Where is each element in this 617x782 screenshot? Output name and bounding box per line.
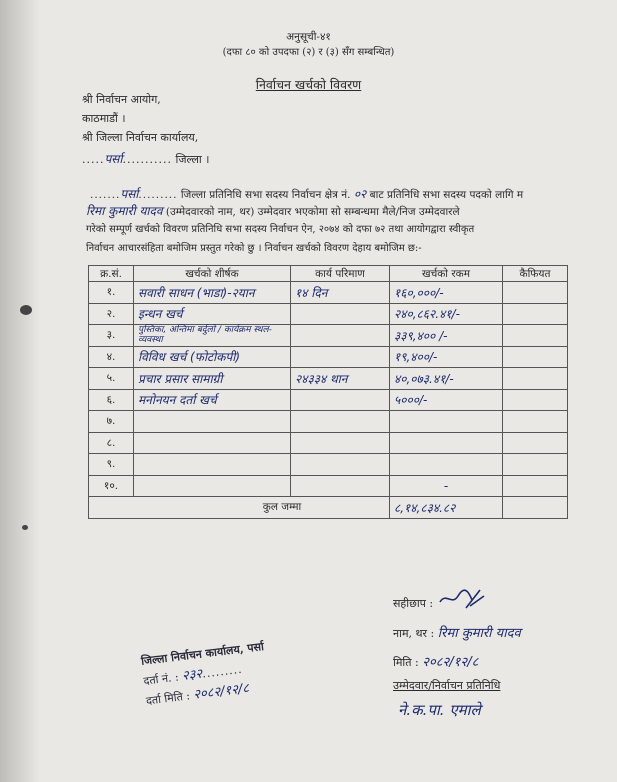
row-serial: ३.: [89, 325, 134, 347]
table-row: [89, 389, 568, 411]
row-serial: ९.: [89, 454, 134, 476]
row-amount: [390, 432, 503, 454]
date-label: मिति :: [393, 656, 419, 669]
punch-hole: [20, 305, 32, 315]
row-title: [134, 432, 291, 454]
row-amount: [390, 411, 503, 433]
row-remark: [503, 411, 568, 433]
row-amount: -: [390, 475, 503, 497]
signature-scribble: [436, 586, 486, 612]
table-header-row: [89, 266, 568, 282]
document-title: निर्वाचन खर्चको विवरण: [255, 77, 362, 92]
row-quantity: १४ दिन: [291, 282, 390, 304]
punch-mark: [22, 525, 28, 530]
row-serial: ४.: [89, 346, 134, 368]
row-serial: ६.: [89, 389, 134, 411]
row-remark: [503, 368, 568, 390]
row-quantity: [291, 325, 390, 347]
row-title: [134, 475, 291, 497]
total-remark: [503, 497, 568, 519]
row-amount: २४०,८६२.४१/-: [390, 303, 503, 325]
total-row: [89, 497, 568, 519]
header-amount: खर्चको रकम: [390, 266, 503, 282]
table-row: [89, 325, 568, 347]
row-amount: ४०,०७३.४१/-: [390, 368, 503, 390]
date-line: [393, 652, 478, 670]
row-title: सवारी साधन (भाडा)-२यान: [134, 282, 291, 304]
row-title: [134, 454, 291, 476]
table-row: [89, 303, 568, 325]
name-handwritten: रिमा कुमारी यादव: [437, 626, 521, 641]
header-remarks: कैफियत: [503, 266, 568, 282]
row-serial: १.: [89, 282, 134, 304]
name-line: [393, 623, 521, 641]
signature-label: सहीछाप :: [393, 597, 434, 610]
address-line-1: श्री निर्वाचन आयोग,: [82, 93, 161, 106]
body-line-2: [86, 202, 460, 219]
row-title: मनोनयन दर्ता खर्च: [134, 389, 291, 411]
table-row: [89, 346, 568, 368]
row-amount: १९,४००/-: [390, 346, 503, 368]
candidate-name-handwritten: रिमा कुमारी यादव: [86, 204, 163, 218]
row-quantity: [291, 432, 390, 454]
row-remark: [503, 389, 568, 411]
row-quantity: २४३३४ थान: [291, 368, 390, 390]
stamp-office: जिल्ला निर्वाचन कार्यालय, पर्सा: [140, 639, 265, 668]
name-label: नाम, थर :: [393, 627, 435, 640]
party-handwritten: ने.क.पा. एमाले: [398, 701, 481, 719]
row-quantity: [291, 475, 390, 497]
header-quantity: कार्य परिमाण: [291, 266, 390, 282]
row-serial: ५.: [89, 368, 134, 390]
row-quantity: [291, 454, 390, 476]
address-line-2: काठमाडौं ।: [82, 112, 126, 125]
row-remark: [503, 346, 568, 368]
table-row: [89, 368, 568, 390]
row-remark: [503, 475, 568, 497]
expense-table: [88, 265, 568, 519]
row-serial: २.: [89, 303, 134, 325]
constituency-handwritten: ०२: [353, 187, 367, 201]
body-text-1: जिल्ला प्रतिनिधि सभा सदस्य निर्वाचन क्षेत्र नं.: [180, 189, 351, 201]
table-row: [89, 432, 568, 454]
table-row: [89, 475, 568, 497]
district-handwritten: पर्सा: [104, 152, 123, 166]
table-row: [89, 282, 568, 304]
page-shadow: [0, 0, 40, 782]
district-suffix: जिल्ला ।: [175, 153, 210, 166]
total-label: कुल जम्मा: [89, 497, 390, 519]
table-row: [89, 411, 568, 433]
row-amount: ३३९,४०० /-: [390, 325, 503, 347]
row-serial: ७.: [89, 411, 134, 433]
row-title: [134, 411, 291, 433]
table-row: [89, 454, 568, 476]
row-quantity: [291, 411, 390, 433]
stamp-reg-label: दर्ता नं. :: [142, 670, 180, 688]
total-value: ८,१४,८३४.८२: [390, 497, 503, 519]
row-title: प्रचार प्रसार सामाग्री: [134, 368, 291, 390]
row-amount: [390, 454, 503, 476]
row-remark: [503, 325, 568, 347]
header-title: खर्चको शीर्षक: [134, 266, 291, 282]
header-serial: क्र.सं.: [89, 266, 134, 282]
signer-role: उम्मेदवार/निर्वाचन प्रतिनिधि: [393, 679, 501, 692]
stamp-date-label: दर्ता मिति :: [145, 689, 191, 708]
body-text-3: (उम्मेदवारको नाम, थर) उम्मेदवार भएकोमा सो सम्बन्धमा मैले/निज उम्मेदवारले: [165, 206, 460, 218]
registration-stamp: [140, 637, 270, 712]
row-amount: ५०००/-: [390, 389, 503, 411]
address-line-3: श्री जिल्ला निर्वाचन कार्यालय,: [82, 131, 199, 144]
body-line-4: निर्वाचन आचारसंहिता बमोजिम प्रस्तुत गरेको छु । निर्वाचन खर्चको विवरण देहाय बमोजिम छ:-: [86, 243, 422, 254]
body-line-1: .......पर्सा......... जिल्ला प्रतिनिधि सभा सदस्य निर्वाचन क्षेत्र नं. ०२ बाट प्रतिनिधि सभा सदस्य पदको लागि म: [90, 187, 524, 201]
body-district-handwritten: पर्सा: [120, 187, 139, 201]
row-remark: [503, 432, 568, 454]
row-quantity: [291, 346, 390, 368]
row-serial: ८.: [89, 432, 134, 454]
body-line-3: गरेको सम्पूर्ण खर्चको विवरण प्रतिनिधि सभा सदस्य निर्वाचन ऐन, २०७४ को दफा ७२ तथा आयोगद्वारा स्वीकृत: [86, 224, 475, 235]
schedule-number: अनुसूची-४१: [286, 31, 331, 43]
date-handwritten: २०८२/१२/८: [422, 655, 479, 670]
stamp-date-value: २०८२/१२/८: [192, 681, 250, 703]
row-title: इन्धन खर्च: [134, 303, 291, 325]
stamp-reg-value: २३२: [181, 666, 204, 684]
row-title: विविध खर्च (फोटोकपी): [134, 346, 291, 368]
row-quantity: [291, 303, 390, 325]
district-line: .....पर्सा........... जिल्ला ।: [82, 152, 210, 166]
row-remark: [503, 282, 568, 304]
row-serial: १०.: [89, 475, 134, 497]
row-title: पुस्तिका, अन्तिमा बर्दुलो / कार्यक्रम स्थल-व्यवस्था: [134, 325, 291, 347]
row-quantity: [291, 389, 390, 411]
row-remark: [503, 303, 568, 325]
body-text-2: बाट प्रतिनिधि सभा सदस्य पदको लागि म: [369, 189, 524, 201]
legal-reference: (दफा ८० को उपदफा (२) र (३) सँग सम्बन्धित): [222, 47, 395, 58]
row-remark: [503, 454, 568, 476]
stamp-reg-line: दर्ता नं. : २३२.........: [142, 662, 244, 688]
row-amount: १६०,०००/-: [390, 282, 503, 304]
